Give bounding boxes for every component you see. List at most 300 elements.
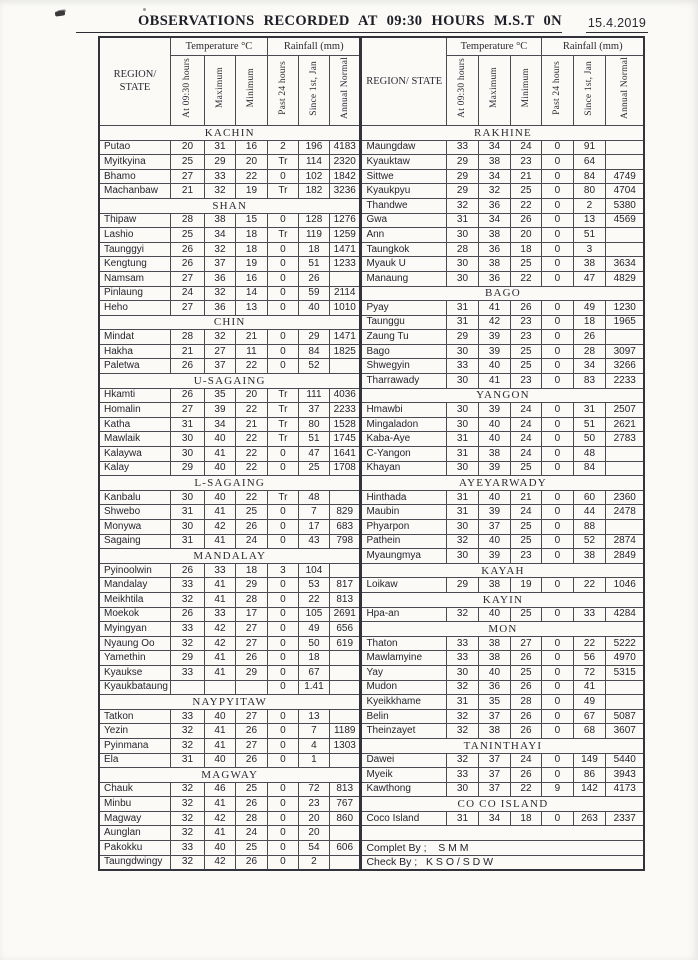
empty-row [361,826,644,841]
value-cell: 34 [478,140,510,155]
value-cell: 38 [573,549,605,564]
value-cell: 36 [204,301,235,316]
value-cell: 22 [573,636,605,651]
value-cell: 2 [267,140,298,155]
value-cell: 36 [478,680,510,695]
value-cell: 38 [478,228,510,243]
table-row [361,330,644,345]
value-cell: 32 [170,592,204,607]
value-cell: 817 [329,578,360,593]
value-cell: 3943 [605,768,644,783]
value-cell: 38 [478,724,510,739]
section-header-magway: MAGWAY [99,768,360,783]
station-name: Tharrawady [361,374,446,389]
station-name: Thandwe [361,198,446,213]
value-cell: 2114 [329,286,360,301]
table-row [361,417,644,432]
value-cell: 13 [298,709,329,724]
station-name: Pathein [361,534,446,549]
value-cell: 32 [446,198,478,213]
station-name: Pakokku [99,841,170,856]
value-cell: 32 [446,680,478,695]
value-cell: 0 [267,301,298,316]
value-cell: 1233 [329,257,360,272]
value-cell: 0 [267,242,298,257]
value-cell: 31 [446,315,478,330]
table-row [361,184,644,199]
value-cell: 24 [510,140,541,155]
value-cell: 72 [298,782,329,797]
section-row [99,125,360,140]
value-cell: 0 [541,271,573,286]
value-cell: 2320 [329,155,360,170]
value-cell: 104 [298,563,329,578]
table-row [99,184,360,199]
column-header-region: REGION/ STATE [361,37,446,125]
table-row [99,636,360,651]
value-cell [605,680,644,695]
value-cell: 29 [298,330,329,345]
table-row [99,505,360,520]
value-cell: 0 [267,622,298,637]
value-cell: 47 [573,271,605,286]
value-cell: 2233 [329,403,360,418]
value-cell: 0 [541,578,573,593]
section-header-rakhine: RAKHINE [361,125,644,140]
value-cell: 2691 [329,607,360,622]
station-name: Mawlaik [99,432,170,447]
table-row [99,271,360,286]
value-cell: 119 [298,228,329,243]
section-header-taninthayi: TANINTHAYI [361,738,644,753]
section-header-kachin: KACHIN [99,125,360,140]
table-row [99,490,360,505]
value-cell: 29 [446,184,478,199]
value-cell: 105 [298,607,329,622]
value-cell: 0 [541,534,573,549]
value-cell: 18 [298,651,329,666]
value-cell: 41 [204,651,235,666]
station-name: Mandalay [99,578,170,593]
value-cell: 0 [267,344,298,359]
value-cell [605,228,644,243]
value-cell: 0 [541,155,573,170]
value-cell: 32 [170,636,204,651]
table-row [99,826,360,841]
value-cell: 40 [204,709,235,724]
completed-by-note [361,841,644,856]
table-row [99,665,360,680]
value-cell: 0 [541,213,573,228]
value-cell: 1965 [605,315,644,330]
value-cell: 39 [478,549,510,564]
value-cell: 1708 [329,461,360,476]
value-cell: 27 [170,301,204,316]
value-cell: 2621 [605,417,644,432]
value-cell: 30 [446,461,478,476]
value-cell: 41 [204,534,235,549]
value-cell: 21 [170,344,204,359]
station-name: Nyaung Oo [99,636,170,651]
value-cell: 2337 [605,811,644,826]
value-cell: 26 [510,301,541,316]
observations-table-left [98,36,361,871]
value-cell: 5222 [605,636,644,651]
value-cell: 30 [446,344,478,359]
value-cell: 196 [298,140,329,155]
value-cell [605,520,644,535]
value-cell: 39 [478,344,510,359]
table-row [99,622,360,637]
value-cell: 0 [267,797,298,812]
station-name: Dawei [361,753,446,768]
table-row [99,417,360,432]
table-row [99,607,360,622]
value-cell: 14 [235,286,267,301]
column-header-annual-normal [605,56,644,126]
table-row [361,534,644,549]
value-cell: 18 [235,563,267,578]
value-cell: 30 [446,228,478,243]
value-cell: 0 [267,578,298,593]
value-cell: 28 [510,695,541,710]
value-cell: 23 [510,549,541,564]
table-row [361,315,644,330]
value-cell: 0 [267,286,298,301]
value-cell [329,665,360,680]
value-cell: 829 [329,505,360,520]
right-table-body [361,125,644,870]
section-header-mon: MON [361,622,644,637]
station-name: Shwebo [99,505,170,520]
value-cell: 0 [541,461,573,476]
value-cell: 26 [235,797,267,812]
column-group-rainfall: Rainfall (mm) [541,37,644,56]
value-cell: 30 [446,257,478,272]
value-cell: 24 [510,753,541,768]
section-row [361,592,644,607]
section-row [99,198,360,213]
value-cell: 52 [298,359,329,374]
value-cell: 84 [573,169,605,184]
value-cell: 0 [541,432,573,447]
column-header-at-0930 [170,56,204,126]
station-name: Yezin [99,724,170,739]
station-name: Mindat [99,330,170,345]
value-cell: 5315 [605,665,644,680]
station-name: Machanbaw [99,184,170,199]
value-cell: 41 [478,301,510,316]
station-name: Sagaing [99,534,170,549]
value-cell: 42 [204,622,235,637]
value-cell: 4036 [329,388,360,403]
value-cell: 49 [298,622,329,637]
station-name: Myeik [361,768,446,783]
table-row [99,738,360,753]
station-name: Zaung Tu [361,330,446,345]
table-row [361,301,644,316]
table-row [99,841,360,856]
value-cell: 26 [235,753,267,768]
value-cell: 29 [235,665,267,680]
table-row [361,549,644,564]
value-cell: 0 [541,753,573,768]
station-name: Kanbalu [99,490,170,505]
value-cell: 32 [204,286,235,301]
value-cell: 0 [541,549,573,564]
value-cell: 263 [573,811,605,826]
station-name: Monywa [99,520,170,535]
value-cell: 28 [170,213,204,228]
table-row [99,228,360,243]
value-cell: 30 [446,271,478,286]
value-cell: 68 [573,724,605,739]
value-cell: 20 [510,228,541,243]
column-group-temperature: Temperature °C [446,37,541,56]
column-group-temperature: Temperature °C [170,37,267,56]
value-cell: 30 [170,447,204,462]
station-name: Moekok [99,607,170,622]
value-cell: 4569 [605,213,644,228]
column-header-maximum [478,56,510,126]
value-cell: 39 [478,505,510,520]
station-name: Kyauktaw [361,155,446,170]
table-row [361,461,644,476]
value-cell: 56 [573,651,605,666]
section-header-co-co-island: CO CO ISLAND [361,797,644,812]
column-header-maximum [204,56,235,126]
value-cell: 38 [478,447,510,462]
value-cell: 22 [510,198,541,213]
value-cell: 51 [573,417,605,432]
station-name: Bago [361,344,446,359]
value-cell: 41 [204,578,235,593]
value-cell: 0 [541,330,573,345]
value-cell: 0 [541,811,573,826]
table-row [361,505,644,520]
station-name: Taunggyi [99,242,170,257]
checked-by-note [361,855,644,870]
value-cell: 32 [170,826,204,841]
table-row [361,271,644,286]
empty-row-cell [361,826,644,841]
value-cell: 41 [204,505,235,520]
table-row [361,768,644,783]
table-row [361,724,644,739]
value-cell: 32 [204,330,235,345]
value-cell: 25 [510,344,541,359]
value-cell: 30 [170,432,204,447]
value-cell: 27 [170,403,204,418]
value-cell: 2 [573,198,605,213]
value-cell: 17 [235,607,267,622]
value-cell: 683 [329,520,360,535]
value-cell: 3 [267,563,298,578]
value-cell: 4704 [605,184,644,199]
value-cell: 2849 [605,549,644,564]
value-cell: 40 [478,665,510,680]
value-cell: Tr [267,403,298,418]
station-name: Phyarpon [361,520,446,535]
value-cell: 25 [235,782,267,797]
table-row [99,213,360,228]
value-cell: 0 [267,651,298,666]
value-cell: 25 [298,461,329,476]
station-name: Kyaukpyu [361,184,446,199]
value-cell: 64 [573,155,605,170]
value-cell: 39 [478,330,510,345]
value-cell: 31 [446,505,478,520]
value-cell: 37 [478,520,510,535]
value-cell: 31 [446,811,478,826]
value-cell: 44 [573,505,605,520]
value-cell: 1842 [329,169,360,184]
station-name: Yay [361,665,446,680]
section-header-chin: CHIN [99,315,360,330]
value-cell: 31 [446,447,478,462]
value-cell: 40 [478,359,510,374]
station-name: Pyinoolwin [99,563,170,578]
value-cell: 23 [510,330,541,345]
value-cell: 42 [204,636,235,651]
value-cell: 18 [573,315,605,330]
section-row [361,563,644,578]
value-cell: 41 [204,724,235,739]
station-name: Kalaywa [99,447,170,462]
table-row [361,680,644,695]
value-cell: 34 [478,811,510,826]
table-row [361,169,644,184]
value-cell: 0 [267,271,298,286]
value-cell: 27 [170,271,204,286]
value-cell: 11 [235,344,267,359]
value-cell: Tr [267,155,298,170]
value-cell: 40 [478,534,510,549]
station-name: Mawlamyine [361,651,446,666]
value-cell: 25 [170,228,204,243]
column-header-annual-normal [329,56,360,126]
value-cell: 25 [235,841,267,856]
value-cell: 22 [573,578,605,593]
value-cell: 54 [298,841,329,856]
value-cell: 1276 [329,213,360,228]
station-name: Hkamti [99,388,170,403]
station-name: Thipaw [99,213,170,228]
table-row [361,403,644,418]
station-name: Myingyan [99,622,170,637]
value-cell: Tr [267,184,298,199]
station-name: Pyinmana [99,738,170,753]
section-header-bago: BAGO [361,286,644,301]
value-cell: 29 [446,330,478,345]
station-name: Sittwe [361,169,446,184]
scan-speck [143,8,146,11]
value-cell: 26 [235,724,267,739]
value-cell: 25 [510,607,541,622]
value-cell: 40 [478,490,510,505]
value-cell: 40 [478,607,510,622]
section-row [99,768,360,783]
station-name: Belin [361,709,446,724]
table-row [99,592,360,607]
value-cell: 50 [573,432,605,447]
value-cell: 30 [446,549,478,564]
value-cell: 25 [510,665,541,680]
value-cell: 0 [541,651,573,666]
value-cell: 24 [170,286,204,301]
report-date: 15.4.2019 [586,16,648,33]
observations-tables [98,36,645,871]
value-cell: 33 [446,140,478,155]
value-cell: 26 [170,607,204,622]
value-cell: 24 [235,534,267,549]
value-cell: 0 [541,242,573,257]
value-cell: 21 [235,417,267,432]
value-cell: 33 [204,169,235,184]
value-cell: 31 [446,695,478,710]
value-cell: 0 [267,330,298,345]
value-cell: 17 [298,520,329,535]
value-cell: 40 [204,490,235,505]
value-cell [605,140,644,155]
station-name: Chauk [99,782,170,797]
value-cell: 38 [478,578,510,593]
value-cell: 18 [235,242,267,257]
value-cell: 5087 [605,709,644,724]
value-cell: 33 [170,578,204,593]
value-cell: 34 [478,169,510,184]
value-cell: 0 [541,169,573,184]
value-cell: 31 [446,432,478,447]
value-cell: 21 [235,330,267,345]
value-cell: 86 [573,768,605,783]
value-cell: 24 [510,447,541,462]
value-cell: 2874 [605,534,644,549]
value-cell: 22 [235,461,267,476]
table-row [99,651,360,666]
value-cell: 0 [267,709,298,724]
value-cell: 1230 [605,301,644,316]
value-cell: 0 [541,184,573,199]
value-cell: 29 [446,578,478,593]
value-cell [329,826,360,841]
value-cell: 59 [298,286,329,301]
station-name: Mudon [361,680,446,695]
value-cell: 4749 [605,169,644,184]
value-cell: 25 [510,257,541,272]
column-header-since-jan [298,56,329,126]
station-name: Kengtung [99,257,170,272]
value-cell: 30 [170,520,204,535]
value-cell: 1641 [329,447,360,462]
table-row [99,388,360,403]
value-cell [605,330,644,345]
value-cell: 21 [510,169,541,184]
value-cell: 5440 [605,753,644,768]
table-row [361,520,644,535]
table-row [99,359,360,374]
value-cell: 25 [510,520,541,535]
value-cell: 22 [235,447,267,462]
value-cell: 23 [298,797,329,812]
value-cell: 41 [573,680,605,695]
value-cell: 29 [446,155,478,170]
table-row [99,140,360,155]
value-cell: 0 [267,811,298,826]
value-cell: 53 [298,578,329,593]
value-cell: 7 [298,505,329,520]
section-header-naypyitaw: NAYPYITAW [99,695,360,710]
